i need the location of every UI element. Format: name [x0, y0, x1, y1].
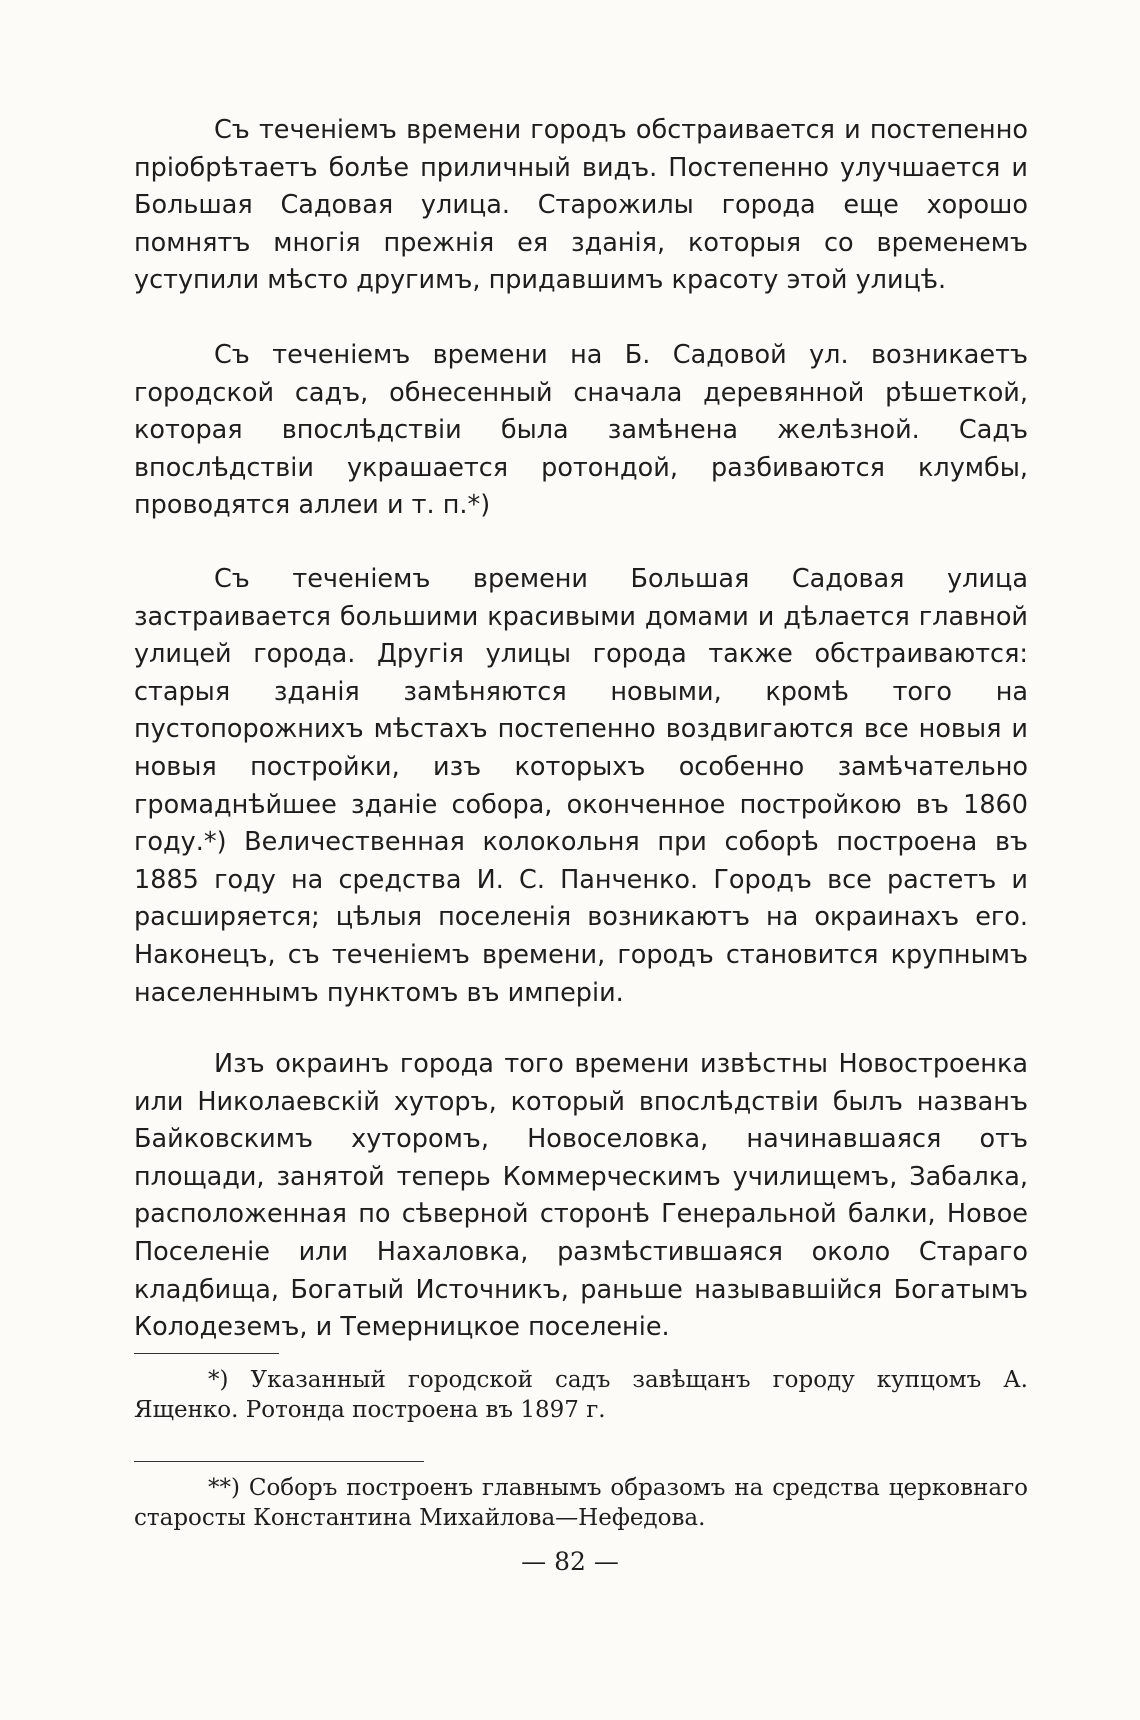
footnote-divider [134, 1353, 279, 1354]
footnote-2 [134, 1473, 1028, 1533]
footnote-1 [134, 1365, 1028, 1425]
paragraph-2 [134, 337, 1028, 549]
paragraph-text: Изъ окраинъ города того времени извѣстны Новостроенка или Николаевскій хуторъ, который впослѣдствіи былъ названъ Байковскимъ хуторомъ, Новоселовка, начинавшаяся отъ площади, занятой теперь Коммерческимъ училищемъ, Забалка, расположенная по сѣверной сторонѣ Генеральной балки, Новое Поселеніе или Нахаловка, размѣстившаяся около Стараго кладбища, Богатый Источникъ, раньше называвшійся Богатымъ Колодеземъ, и Темерницкое поселеніе. [134, 1049, 1028, 1343]
paragraph-1 [134, 112, 1028, 324]
footnote-text: **) Соборъ построенъ главнымъ образомъ на средства церковнаго старосты Константина Михайлова—Нефедова. [134, 1475, 1028, 1531]
footnote-divider [134, 1461, 424, 1462]
page-number: — 82 — [521, 1547, 619, 1576]
paragraph-4 [134, 1046, 1028, 1371]
paragraph-text: Съ теченіемъ времени городъ обстраивается и постепенно пріобрѣтаетъ болѣе приличный видъ. Постепенно улучшается и Большая Садовая улица. Старожилы города еще хорошо помнятъ многія прежнія ея зданія, которыя со временемъ уступили мѣсто другимъ, придавшимъ красоту этой улицѣ. [134, 115, 1028, 296]
paragraph-3 [134, 561, 1028, 1036]
paragraph-text: Съ теченіемъ времени на Б. Садовой ул. возникаетъ городской садъ, обнесенный сначала деревянной рѣшеткой, которая впослѣдствіи была замѣнена желѣзной. Садъ впослѣдствіи украшается ротондой, разбиваются клумбы, проводятся аллеи и т. п.*) [134, 340, 1028, 521]
paragraph-text: Съ теченіемъ времени Большая Садовая улица застраивается большими красивыми домами и дѣлается главной улицей города. Другія улицы города также обстраиваются: старыя зданія замѣняются новыми, кромѣ того на пустопорожнихъ мѣстахъ постепенно воздвигаются все новыя и новыя постройки, изъ которыхъ особенно замѣчательно громаднѣйшее зданіе собора, оконченное постройкою въ 1860 году.*) Величественная колокольня при соборѣ построена въ 1885 году на средства И. С. Панченко. Городъ все растетъ и расширяется; цѣлыя поселенія возникаютъ на окраинахъ его. Наконецъ, съ теченіемъ времени, городъ становится крупнымъ населеннымъ пунктомъ въ имперіи. [134, 564, 1028, 1008]
footnote-text: *) Указанный городской садъ завѣщанъ городу купцомъ А. Ященко. Ротонда построена въ 1897 г. [134, 1367, 1028, 1423]
